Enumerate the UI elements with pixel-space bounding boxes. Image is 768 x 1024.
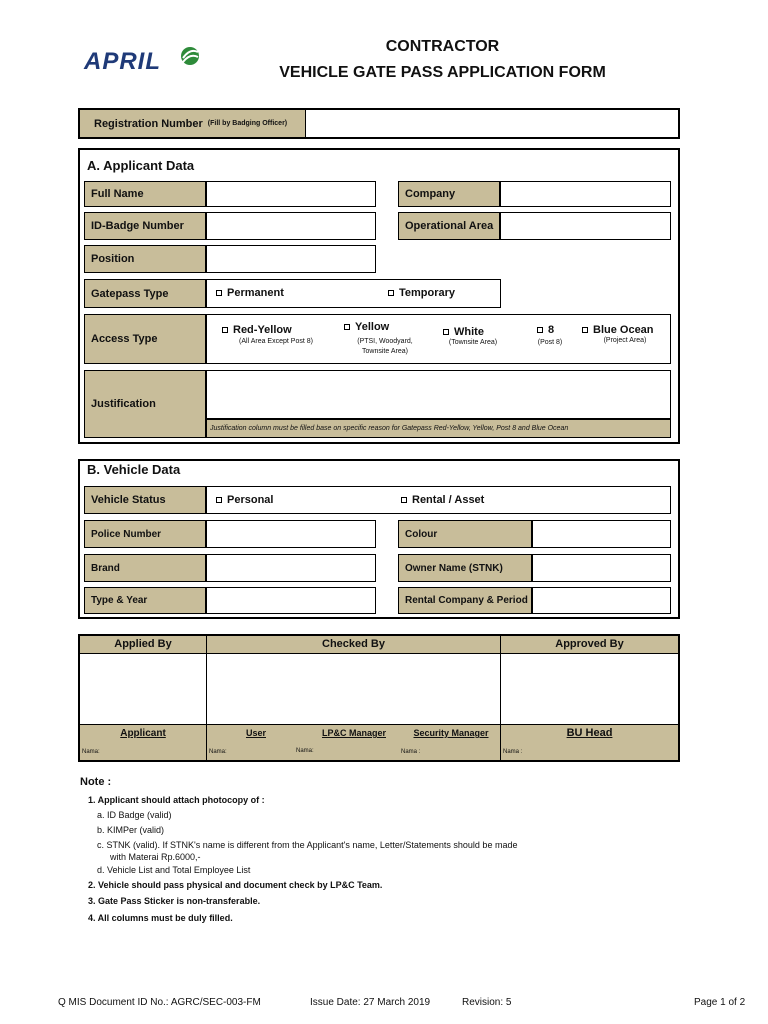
registration-label (80, 110, 306, 137)
access-red-yellow-sub: (All Area Except Post 8) (239, 338, 313, 345)
user-signature-label: User (245, 728, 266, 738)
gatepass-type-label: Gatepass Type (84, 279, 206, 308)
gatepass-temporary-label: Temporary (399, 287, 456, 299)
colour-input[interactable] (532, 520, 671, 548)
access-white-sub: (Townsite Area) (448, 339, 498, 346)
colour-label: Colour (398, 520, 532, 548)
police-number-input[interactable] (206, 520, 376, 548)
access-yellow-label: Yellow (355, 321, 390, 333)
position-input[interactable] (206, 245, 376, 273)
checkbox-icon (216, 290, 222, 296)
rental-company-label: Rental Company & Period (398, 587, 532, 614)
divider (206, 636, 207, 760)
access-8-option[interactable] (537, 324, 554, 336)
access-white-label: White (454, 326, 484, 338)
rental-company-input[interactable] (532, 587, 671, 614)
full-name-label: Full Name (84, 181, 206, 207)
note-1d: d. Vehicle List and Total Employee List (97, 865, 251, 875)
checkbox-icon (344, 324, 350, 330)
checked-by-header: Checked By (322, 638, 385, 650)
justification-note: Justification column must be filled base on specific reason for Gatepass Red-Yellow, Yellow, Post 8 and Blue Ocean (206, 419, 671, 438)
title-line-1: CONTRACTOR (385, 38, 500, 55)
footer-revision: Revision: 5 (462, 997, 512, 1008)
note-1b: b. KIMPer (valid) (97, 825, 165, 835)
bu-head-signature-label: BU Head (566, 727, 613, 739)
approved-by-header: Approved By (555, 638, 624, 650)
security-manager-signature-label: Security Manager (413, 728, 489, 738)
security-manager-name-field[interactable]: Nama : (401, 749, 421, 755)
access-yellow-option[interactable] (344, 321, 389, 333)
full-name-input[interactable] (206, 181, 376, 207)
access-red-yellow-label: Red-Yellow (233, 324, 292, 336)
registration-note: (Fill by Badging Officer) (207, 120, 288, 127)
type-year-input[interactable] (206, 587, 376, 614)
company-label: Company (398, 181, 500, 207)
vehicle-section-title: B. Vehicle Data (87, 462, 181, 477)
checkbox-icon (388, 290, 394, 296)
note-1: 1. Applicant should attach photocopy of : (88, 795, 265, 805)
vehicle-personal-option[interactable] (216, 494, 273, 506)
police-number-label: Police Number (84, 520, 206, 548)
leaf-icon (178, 44, 202, 68)
applicant-name-field[interactable]: Nama: (82, 749, 100, 755)
operational-area-input[interactable] (500, 212, 671, 240)
brand-label: Brand (84, 554, 206, 582)
access-blue-ocean-sub: (Project Area) (603, 337, 647, 344)
registration-number-input[interactable] (307, 110, 678, 137)
lpc-manager-signature-label: LP&C Manager (321, 728, 386, 738)
id-badge-input[interactable] (206, 212, 376, 240)
note-2: 2. Vehicle should pass physical and document check by LP&C Team. (88, 880, 383, 890)
vehicle-personal-label: Personal (227, 494, 274, 506)
vehicle-status-label: Vehicle Status (84, 486, 206, 514)
checkbox-icon (443, 329, 449, 335)
checkbox-icon (216, 497, 222, 503)
access-yellow-sub: (PTSI, Woodyard, Townsite Area) (357, 338, 413, 355)
applied-by-header: Applied By (114, 638, 172, 650)
note-1c-cont: with Materai Rp.6000,- (110, 852, 201, 862)
user-name-field[interactable]: Nama: (209, 749, 227, 755)
vehicle-rental-option[interactable] (401, 494, 484, 506)
access-white-option[interactable] (443, 326, 484, 338)
note-1c: c. STNK (valid). If STNK's name is different from the Applicant's name, Letter/Statements should be made (97, 840, 518, 850)
title-line-2: VEHICLE GATE PASS APPLICATION FORM (279, 64, 606, 81)
access-blue-ocean-option[interactable] (582, 324, 654, 336)
note-4: 4. All columns must be duly filled. (88, 913, 233, 923)
justification-input[interactable] (206, 370, 671, 419)
footer-page-number: Page 1 of 2 (694, 997, 746, 1008)
gatepass-temporary-option[interactable] (388, 287, 455, 299)
access-8-label: 8 (548, 324, 555, 336)
access-type-label: Access Type (84, 314, 206, 364)
id-badge-label: ID-Badge Number (84, 212, 206, 240)
type-year-label: Type & Year (84, 587, 206, 614)
vehicle-rental-label: Rental / Asset (412, 494, 485, 506)
owner-name-label: Owner Name (STNK) (398, 554, 532, 582)
gatepass-permanent-option[interactable] (216, 287, 284, 299)
footer-doc-id: Q MIS Document ID No.: AGRC/SEC-003-FM (58, 997, 261, 1008)
lpc-manager-name-field[interactable]: Nama: (296, 748, 314, 754)
gatepass-permanent-label: Permanent (227, 287, 284, 299)
owner-name-input[interactable] (532, 554, 671, 582)
access-8-sub: (Post 8) (537, 339, 563, 346)
access-red-yellow-option[interactable] (222, 324, 292, 336)
position-label: Position (84, 245, 206, 273)
company-input[interactable] (500, 181, 671, 207)
note-1a: a. ID Badge (valid) (97, 810, 172, 820)
footer-issue-date: Issue Date: 27 March 2019 (310, 997, 431, 1008)
checkbox-icon (222, 327, 228, 333)
checkbox-icon (401, 497, 407, 503)
checkbox-icon (582, 327, 588, 333)
registration-number-label: Registration Number (94, 117, 203, 130)
checkbox-icon (537, 327, 543, 333)
note-3: 3. Gate Pass Sticker is non-transferable. (88, 896, 261, 906)
divider (500, 636, 501, 760)
brand-input[interactable] (206, 554, 376, 582)
justification-label: Justification (84, 370, 206, 438)
access-blue-ocean-label: Blue Ocean (593, 324, 654, 336)
notes-title: Note : (80, 776, 112, 788)
logo-text: APRIL (84, 48, 161, 75)
operational-area-label: Operational Area (398, 212, 500, 240)
applicant-signature-label: Applicant (120, 728, 166, 739)
applicant-section-title: A. Applicant Data (87, 158, 195, 173)
company-logo (84, 44, 204, 78)
bu-head-name-field[interactable]: Nama : (503, 749, 523, 755)
